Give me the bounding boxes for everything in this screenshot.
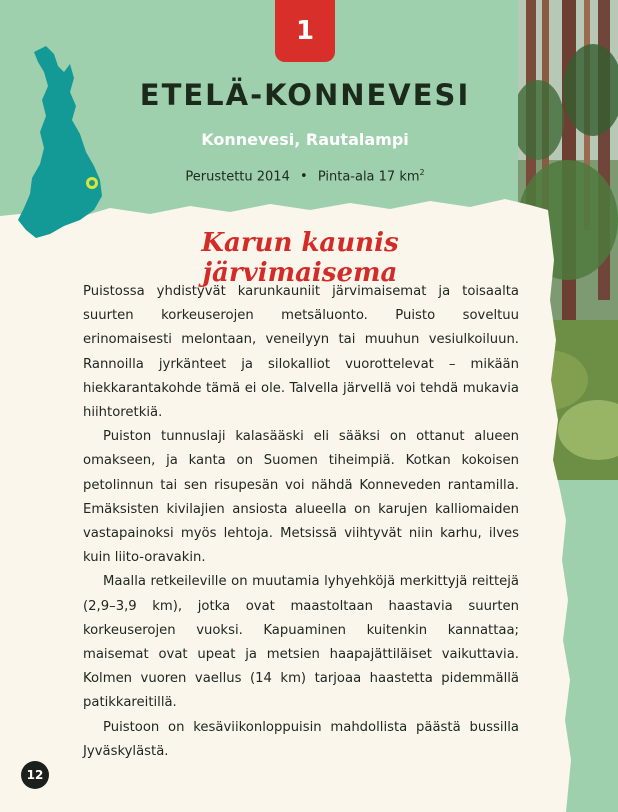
area-text: Pinta-ala 17 km <box>317 169 420 185</box>
park-info <box>120 168 490 184</box>
separator-dot: • <box>300 169 308 185</box>
page-number: 12 <box>26 768 44 782</box>
subtitle: Konnevesi, Rautalampi <box>201 130 409 149</box>
article-body <box>83 280 519 764</box>
paragraph-4: Puistoon on kesäviikonloppuisin mahdollista päästä bussilla Jyväskylästä. <box>83 719 519 759</box>
chapter-number: 1 <box>295 16 315 46</box>
finland-map-icon <box>14 44 114 240</box>
paragraph-2: Puiston tunnuslaji kalasääski eli sääksi on ottanut alueen omakseen, ja kanta on Suomen tiheimpiä. Kotkan kokoisen petolinnun tai sen risupesän voi nähdä Konneveden rantamilla. Emäksisten kivilajien ansiosta alueella on karujen kalliomaiden vastapainoksi myös lehtoja. Metsissä viihtyvät niin karhu, ilves kuin liito-oravakin. <box>83 429 519 566</box>
page-number-badge <box>21 761 49 789</box>
page-title: ETELÄ-KONNEVESI <box>139 78 471 112</box>
paragraph-3: Maalla retkeileville on muutamia lyhyehköjä merkittyjä reittejä (2,9–3,9 km), jotka ovat maastoltaan haastavia suurten korkeuserojen vuoksi. Kapuaminen kuitenkin kannattaa; maisemat ovat upeat ja metsien haapajättiläiset vaikuttavia. Kolmen vuoren vaellus (14 km) tarjoaa haastetta pidemmällä patikkareitillä. <box>83 574 519 711</box>
area-unit-superscript: 2 <box>419 168 425 177</box>
chapter-number-badge <box>275 0 335 62</box>
section-heading: Karun kaunis järvimaisema <box>201 228 399 288</box>
established-text: Perustettu 2014 <box>185 169 290 185</box>
paragraph-1: Puistossa yhdistyvät karunkauniit järvimaisemat ja toisaalta suurten korkeuserojen metsäluonto. Puisto soveltuu erinomaisesti melontaan, veneilyyn tai muuhun vesiulkoiluun. Rannoilla jyrkänteet ja silokalliot vuorottelevat – mikään hiekkarantakohde tämä ei ole. Talvella järvellä voi tehdä mukavia hiihtoretkiä. <box>83 284 519 421</box>
